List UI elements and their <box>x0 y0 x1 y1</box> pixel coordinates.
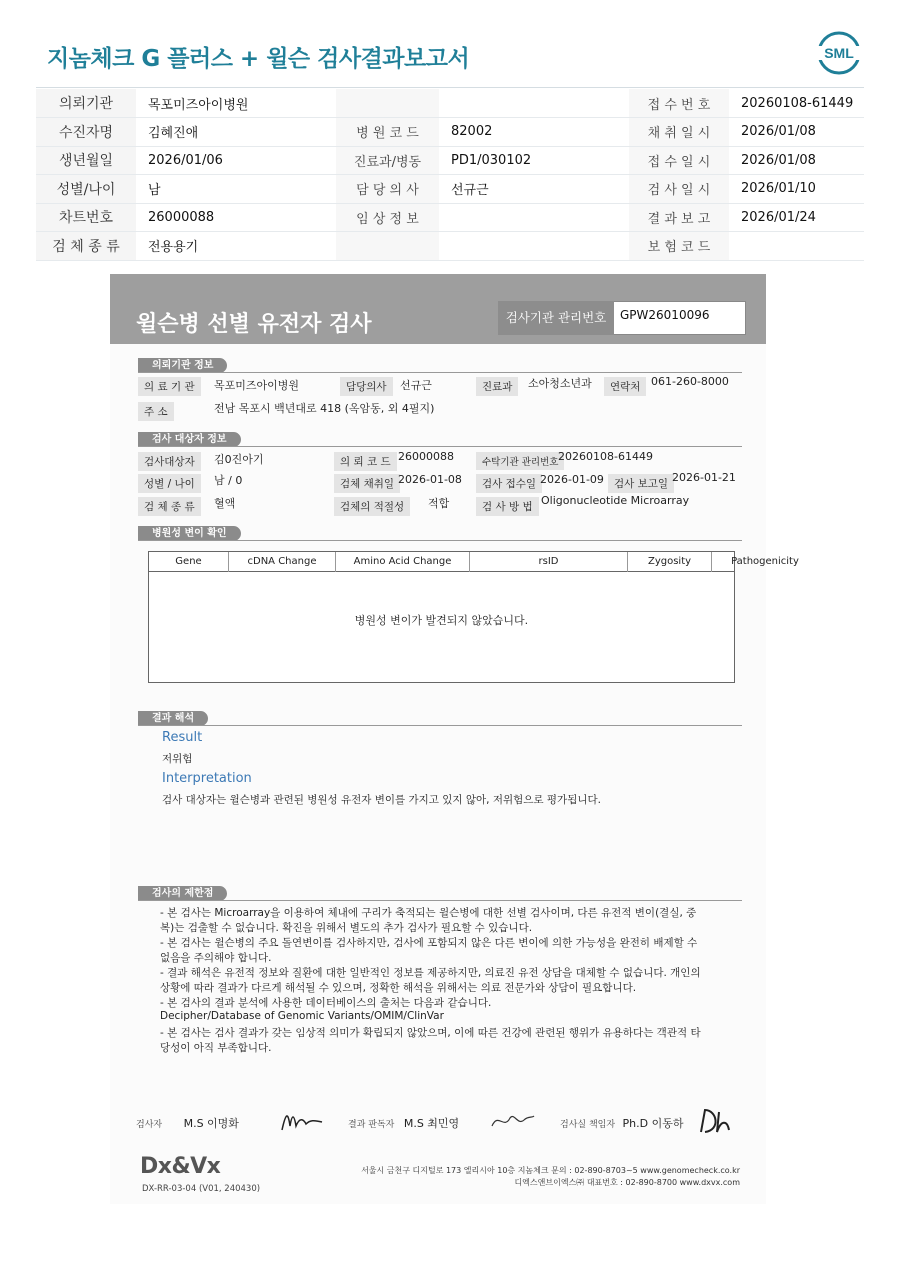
reviewer-label: 결과 판독자 <box>348 1120 395 1130</box>
patient-info-table <box>36 89 864 261</box>
title-divider <box>36 87 864 88</box>
section-limitations: 검사의 제한점 <box>138 886 227 901</box>
limitation-line: 없음을 주의해야 합니다. <box>160 952 272 964</box>
field-value: 061-260-8000 <box>651 375 729 388</box>
section-client: 의뢰기관 정보 <box>138 358 227 373</box>
field-label: 연락처 <box>604 377 646 396</box>
info-value <box>439 203 629 232</box>
field-value: 소아청소년과 <box>528 377 592 390</box>
info-label: 수진자명 <box>36 118 136 147</box>
limitation-line: Decipher/Database of Genomic Variants/OMIM/ClinVar <box>160 1010 444 1022</box>
section-divider <box>138 900 742 901</box>
info-value <box>439 89 629 118</box>
variant-table-column-header: Zygosity <box>628 552 712 572</box>
info-label: 임 상 정 보 <box>336 203 439 232</box>
info-label <box>336 232 439 261</box>
variant-table-column-header: Amino Acid Change <box>336 552 470 572</box>
field-value: 2026-01-08 <box>398 473 462 486</box>
info-value <box>729 232 864 261</box>
director-signature <box>560 1115 683 1131</box>
info-label: 생년월일 <box>36 146 136 175</box>
svg-text:SML: SML <box>824 45 854 61</box>
variant-table-column-header: Gene <box>149 552 229 572</box>
footer-company: 디엑스앤브이엑스㈜ 대표번호 : 02-890-8700 www.dxvx.com <box>514 1178 740 1187</box>
result-value: 저위험 <box>162 753 193 765</box>
tester-label: 검사자 <box>136 1120 163 1130</box>
field-label: 주 소 <box>138 402 174 421</box>
variant-table-column-header: rsID <box>470 552 628 572</box>
section-result: 결과 해석 <box>138 711 208 726</box>
field-label: 검사 접수일 <box>476 474 542 493</box>
info-label: 진료과/병동 <box>336 146 439 175</box>
info-value: 26000088 <box>136 203 336 232</box>
limitation-line: - 본 검사는 검사 결과가 갖는 임상적 의미가 확립되지 않았으며, 이에 따른 건강에 관련된 행위가 유용하다는 객관적 타 <box>160 1027 701 1039</box>
field-value: 26000088 <box>398 450 454 463</box>
limitation-line: - 본 검사는 윌슨병의 주요 돌연변이를 검사하지만, 검사에 포함되지 않은 다른 변이에 의한 가능성을 완전히 배제할 수 <box>160 937 698 949</box>
limitation-line: 당성이 아직 부족합니다. <box>160 1042 272 1054</box>
limitation-line: 상황에 따라 결과가 다르게 해석될 수 있으며, 정확한 해석을 위해서는 의료 전문가와 상담이 필요합니다. <box>160 982 637 994</box>
field-value: 남 / 0 <box>214 474 243 487</box>
field-label: 의 뢰 코 드 <box>334 452 397 471</box>
mgmt-number-value: GPW26010096 <box>620 308 710 322</box>
info-label: 차트번호 <box>36 203 136 232</box>
field-label: 검체의 적절성 <box>334 497 410 516</box>
form-code: DX-RR-03-04 (V01, 240430) <box>142 1184 261 1194</box>
field-label: 검 사 방 법 <box>476 497 539 516</box>
info-value: 2026/01/24 <box>729 203 864 232</box>
field-label: 검 체 종 류 <box>138 497 201 516</box>
report-title: 지놈체크 G 플러스 + 윌슨 검사결과보고서 <box>47 46 470 72</box>
scanned-report <box>110 274 799 1204</box>
field-label: 의 료 기 관 <box>138 377 201 396</box>
variant-table-column-header: cDNA Change <box>229 552 336 572</box>
section-subject: 검사 대상자 정보 <box>138 432 241 447</box>
director-signature-mark <box>695 1104 739 1136</box>
section-divider <box>138 725 742 726</box>
section-variant: 병원성 변이 확인 <box>138 526 241 541</box>
info-value: 선규근 <box>439 175 629 204</box>
info-value: 82002 <box>439 118 629 147</box>
info-label: 보 험 코 드 <box>629 232 729 261</box>
field-label: 진료과 <box>476 377 518 396</box>
sml-logo <box>814 30 864 76</box>
info-value <box>439 232 629 261</box>
field-value: 혈액 <box>214 497 236 510</box>
info-label: 검 사 일 시 <box>629 175 729 204</box>
info-value: PD1/030102 <box>439 146 629 175</box>
info-row <box>36 175 864 204</box>
info-row <box>36 146 864 175</box>
no-variant-message: 병원성 변이가 발견되지 않았습니다. <box>354 614 529 627</box>
section-divider <box>138 540 742 541</box>
field-value: 20260108-61449 <box>558 450 653 463</box>
info-label: 성별/나이 <box>36 175 136 204</box>
variant-table-column-header: Pathogenicity <box>731 556 799 567</box>
variant-table-header <box>149 552 799 572</box>
info-row <box>36 89 864 118</box>
info-value: 20260108-61449 <box>729 89 864 118</box>
info-value: 2026/01/06 <box>136 146 336 175</box>
field-value: 선규근 <box>400 379 432 392</box>
reviewer-name: M.S 최민영 <box>403 1117 460 1130</box>
field-value: 2026-01-21 <box>672 471 736 484</box>
reviewer-signature-mark <box>488 1108 538 1134</box>
limitation-line: - 본 검사는 Microarray을 이용하여 체내에 구리가 축적되는 윌슨병에 대한 선별 검사이며, 다른 유전적 변이(결실, 중 <box>160 907 697 919</box>
field-value: Oligonucleotide Microarray <box>541 494 690 507</box>
field-label: 담당의사 <box>340 377 393 396</box>
info-label: 결 과 보 고 <box>629 203 729 232</box>
info-value: 목포미즈아이병원 <box>136 89 336 118</box>
info-value: 2026/01/10 <box>729 175 864 204</box>
info-value: 2026/01/08 <box>729 118 864 147</box>
info-label: 의뢰기관 <box>36 89 136 118</box>
field-label: 성별 / 나이 <box>138 474 201 493</box>
field-value: 전남 목포시 백년대로 418 (옥암동, 외 4필지) <box>214 402 435 415</box>
info-label: 검 체 종 류 <box>36 232 136 261</box>
limitation-line: 복)는 검출할 수 없습니다. 확진을 위해서 별도의 추가 검사가 필요할 수 있습니다. <box>160 922 533 934</box>
report-main-title: 윌슨병 선별 유전자 검사 <box>136 312 372 337</box>
tester-signature-mark <box>278 1106 326 1136</box>
dxvx-logo: Dx&Vx <box>140 1154 221 1179</box>
field-value: 목포미즈아이병원 <box>214 379 300 392</box>
field-label: 검사 보고일 <box>608 474 674 493</box>
limitation-line: - 본 검사의 결과 분석에 사용한 데이터베이스의 출처는 다음과 같습니다. <box>160 997 492 1009</box>
footer-address: 서울시 금천구 디지털로 173 엘리시아 10층 지놈체크 문의 : 02-890-8703~5 www.genomecheck.co.kr <box>361 1166 740 1175</box>
field-value: 적합 <box>428 497 450 510</box>
info-row <box>36 203 864 232</box>
tester-signature <box>136 1115 239 1131</box>
info-row <box>36 118 864 147</box>
section-divider <box>138 446 742 447</box>
info-label <box>336 89 439 118</box>
info-value: 2026/01/08 <box>729 146 864 175</box>
info-row <box>36 232 864 261</box>
variant-table <box>148 551 799 683</box>
director-label: 검사실 책임자 <box>560 1120 616 1130</box>
reviewer-signature <box>348 1115 459 1131</box>
info-label: 채 취 일 시 <box>629 118 729 147</box>
field-label: 수탁기관 관리번호 <box>476 452 564 470</box>
section-divider <box>138 372 742 373</box>
info-label: 담 당 의 사 <box>336 175 439 204</box>
director-name: Ph.D 이동하 <box>622 1117 684 1130</box>
info-value: 김혜진애 <box>136 118 336 147</box>
tester-name: M.S 이명화 <box>183 1117 239 1130</box>
interpretation-value: 검사 대상자는 윌슨병과 관련된 병원성 유전자 변이를 가지고 있지 않아, 저위험으로 평가됩니다. <box>162 794 601 806</box>
info-label: 병 원 코 드 <box>336 118 439 147</box>
interpretation-heading: Interpretation <box>162 771 252 786</box>
result-heading: Result <box>162 730 203 745</box>
field-value: 김0진아기 <box>214 453 264 466</box>
limitation-line: - 결과 해석은 유전적 정보와 질환에 대한 일반적인 정보를 제공하지만, 의료진 유전 상담을 대체할 수 없습니다. 개인의 <box>160 967 701 979</box>
field-label: 검체 채취일 <box>334 474 400 493</box>
field-value: 2026-01-09 <box>540 473 604 486</box>
mgmt-number-label: 검사기관 관리번호 <box>498 301 614 335</box>
info-label: 접 수 번 호 <box>629 89 729 118</box>
info-value: 전용용기 <box>136 232 336 261</box>
field-label: 검사대상자 <box>138 452 201 471</box>
info-label: 접 수 일 시 <box>629 146 729 175</box>
info-value: 남 <box>136 175 336 204</box>
